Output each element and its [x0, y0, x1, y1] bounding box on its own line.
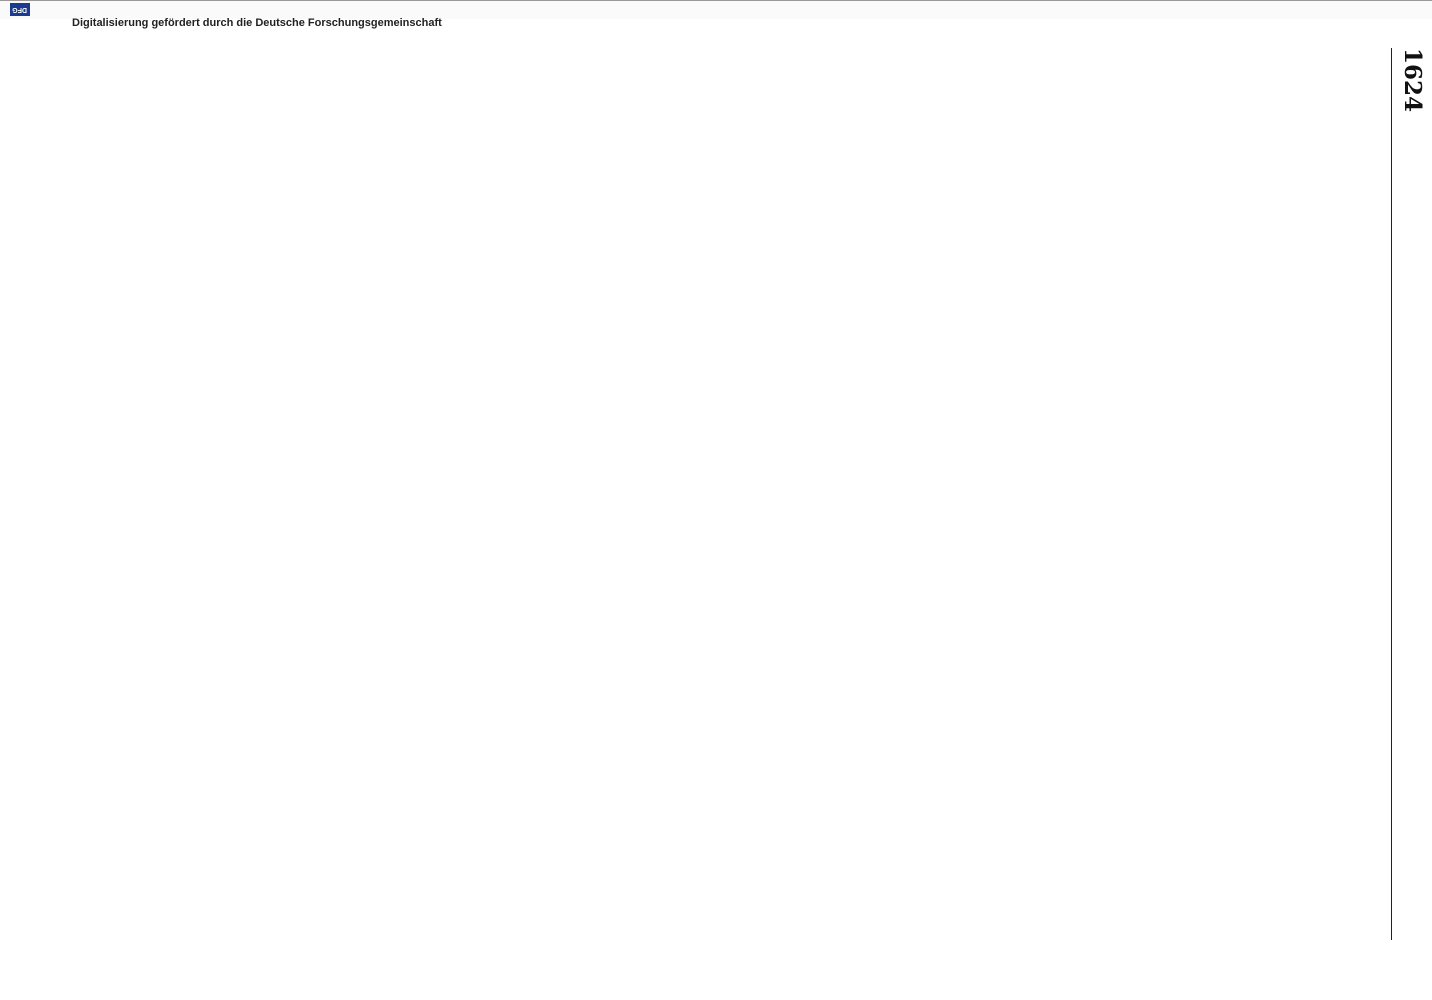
dfg-logo-icon: DFG	[10, 3, 30, 16]
section-heading-anfragen	[1355, 58, 1380, 483]
section-heading-beantwortung	[1355, 510, 1380, 942]
page-number: 1624	[1399, 48, 1426, 113]
left-column	[1351, 58, 1380, 483]
footer-text: Digitalisierung gefördert durch die Deutsche Forschungsgemeinschaft	[72, 17, 442, 29]
right-column	[1351, 510, 1380, 942]
running-head	[1391, 48, 1432, 940]
digitization-footer	[0, 0, 1432, 29]
